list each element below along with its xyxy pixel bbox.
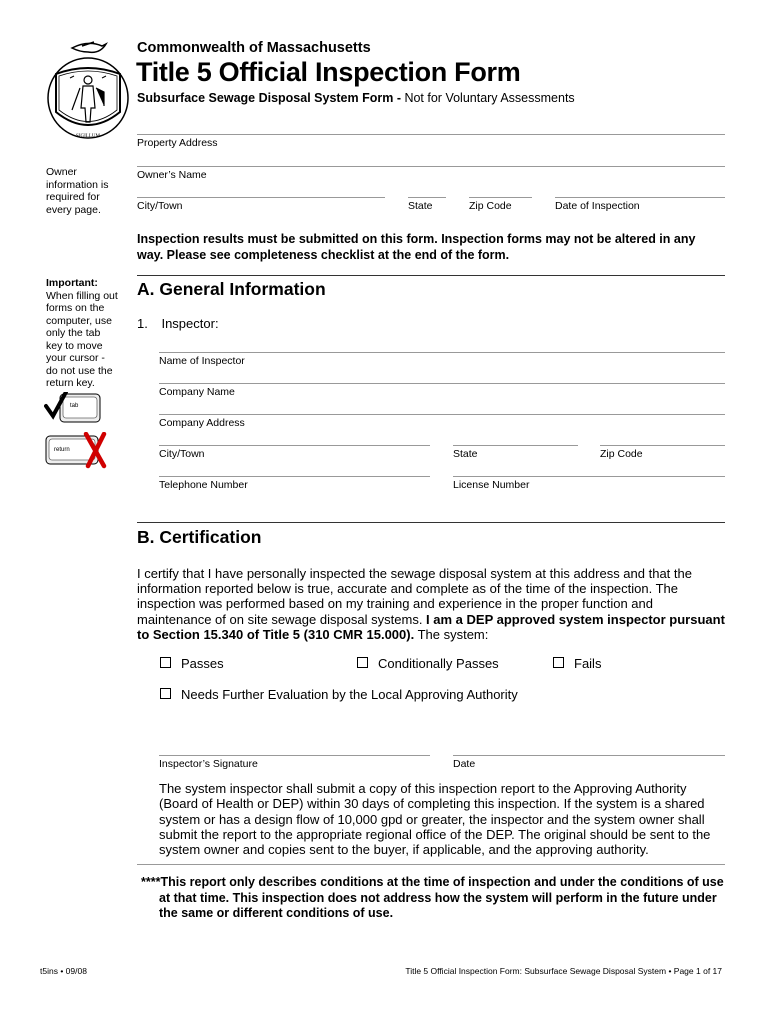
company-name-line[interactable] — [159, 383, 725, 384]
disclaimer: ****This report only describes conditions at the time of inspection and under the conditions of use at that time. This inspection does not address how the system will perform in the future under the same or different conditions of use. — [141, 875, 724, 920]
company-state-line[interactable] — [453, 445, 578, 446]
company-state-label: State — [453, 448, 478, 460]
owner-state-label: State — [408, 200, 433, 212]
section-b-rule — [137, 522, 725, 523]
fails-checkbox[interactable] — [553, 657, 564, 668]
conditionally-passes-checkbox[interactable] — [357, 657, 368, 668]
owner-city-label: City/Town — [137, 200, 183, 212]
signature-line[interactable] — [159, 755, 430, 756]
subtitle-bold: Subsurface Sewage Disposal System Form - — [137, 91, 401, 105]
company-zip-label: Zip Code — [600, 448, 643, 460]
company-city-line[interactable] — [159, 445, 430, 446]
signature-label: Inspector’s Signature — [159, 758, 258, 770]
signature-date-line[interactable] — [453, 755, 725, 756]
passes-checkbox[interactable] — [160, 657, 171, 668]
submission-notice: Inspection results must be submitted on this form. Inspection forms may not be altered in any way. Please see completeness checklist at the end of the form. — [137, 232, 696, 262]
tab-key-icon — [44, 392, 104, 428]
property-address-line[interactable] — [137, 134, 725, 135]
section-a-rule — [137, 275, 725, 276]
item-number: 1. — [137, 316, 148, 331]
owner-name-line[interactable] — [137, 166, 725, 167]
company-address-label: Company Address — [159, 417, 245, 429]
needs-evaluation-label: Needs Further Evaluation by the Local Approving Authority — [181, 687, 518, 702]
important-text: When filling out forms on the computer, use only the tab key to move your cursor - do not use the return key. — [46, 289, 118, 389]
owner-info-note: Owner information is required for every page. — [46, 166, 109, 216]
form-title: Title 5 Official Inspection Form — [136, 57, 521, 87]
return-key-label: return — [54, 447, 70, 453]
important-label: Important: — [46, 277, 98, 289]
telephone-line[interactable] — [159, 476, 430, 477]
conditionally-passes-label: Conditionally Passes — [378, 656, 499, 671]
passes-label: Passes — [181, 656, 224, 671]
certification-text — [137, 566, 727, 642]
license-line[interactable] — [453, 476, 725, 477]
return-key-icon — [44, 432, 108, 470]
inspection-date-label: Date of Inspection — [555, 200, 640, 212]
submission-instructions: The system inspector shall submit a copy of this inspection report to the Approving Authority (Board of Health or DEP) within 30 days of completing this inspection. If the system is a shared system or has a design flow of 10,000 gpd or greater, the inspector and the system owner shall submit the report to the appropriate regional office of the DEP. The original should be sent to the system owner and copies sent to the buyer, if applicable, and the approving authority. — [159, 781, 711, 858]
owner-zip-line[interactable] — [469, 197, 532, 198]
inspector-item — [137, 316, 219, 331]
massachusetts-seal — [42, 38, 134, 140]
owner-name-label: Owner’s Name — [137, 169, 207, 181]
cert-text: I certify that I have personally inspected the sewage disposal system at this address and that the information reported below is true, accurate and complete as of the time of the inspection. The inspection was performed based on my training and experience in the proper function and maintenance of on site sewage disposal systems. — [137, 566, 692, 627]
disclaimer-rule — [137, 864, 725, 865]
svg-text:SIGILLUM: SIGILLUM — [76, 134, 100, 139]
signature-date-label: Date — [453, 758, 476, 770]
needs-evaluation-checkbox[interactable] — [160, 688, 171, 699]
company-zip-line[interactable] — [600, 445, 725, 446]
tab-key-label: tab — [70, 403, 79, 409]
telephone-label: Telephone Number — [159, 479, 248, 491]
footer-page-info: Title 5 Official Inspection Form: Subsurface Sewage Disposal System • Page 1 of 17 — [405, 966, 722, 976]
inspection-date-line[interactable] — [555, 197, 725, 198]
fails-label: Fails — [574, 656, 602, 671]
company-address-line[interactable] — [159, 414, 725, 415]
owner-city-line[interactable] — [137, 197, 385, 198]
owner-state-line[interactable] — [408, 197, 446, 198]
agency-name: Commonwealth of Massachusetts — [137, 40, 371, 56]
cert-end: The system: — [414, 626, 489, 642]
subtitle-rest: Not for Voluntary Assessments — [400, 91, 575, 105]
inspector-name-label: Name of Inspector — [159, 355, 245, 367]
license-label: License Number — [453, 479, 530, 491]
cert-bold: I am a DEP approved system inspector pursuant to Section 15.340 of Title 5 (310 CMR 15.000). — [137, 611, 725, 642]
company-name-label: Company Name — [159, 386, 235, 398]
owner-zip-label: Zip Code — [469, 200, 512, 212]
inspector-name-line[interactable] — [159, 352, 725, 353]
section-b-heading: B. Certification — [137, 527, 262, 547]
footer-form-code: t5ins • 09/08 — [40, 966, 87, 976]
important-note — [46, 277, 118, 390]
section-a-heading: A. General Information — [137, 279, 326, 299]
property-address-label: Property Address — [137, 137, 218, 149]
form-subtitle — [137, 91, 575, 105]
item-label: Inspector: — [161, 316, 219, 331]
company-city-label: City/Town — [159, 448, 205, 460]
